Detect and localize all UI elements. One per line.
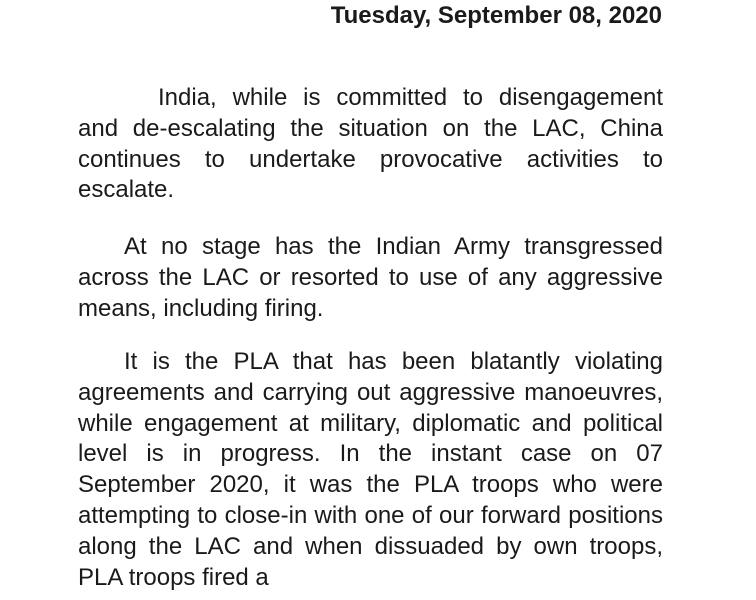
paragraph-3: It is the PLA that has been blatantly violating agreements and carrying out aggressive manoeuvres, while engagement at military, diplomatic and political level is in progress. In the instant case on 07 September 2020, it was the PLA troops who were attempting to close-in with one of our forward positions along the LAC and when dissuaded by own troops, PLA troops fired a	[78, 348, 663, 591]
document-date: Tuesday, September 08, 2020	[330, 2, 662, 29]
paragraph-2: At no stage has the Indian Army transgressed across the LAC or resorted to use of any aggressive means, including firing.	[78, 233, 663, 322]
paragraph-1: India, while is committed to disengagement and de-escalating the situation on the LAC, China continues to undertake provocative activities to escalate.	[78, 84, 663, 204]
